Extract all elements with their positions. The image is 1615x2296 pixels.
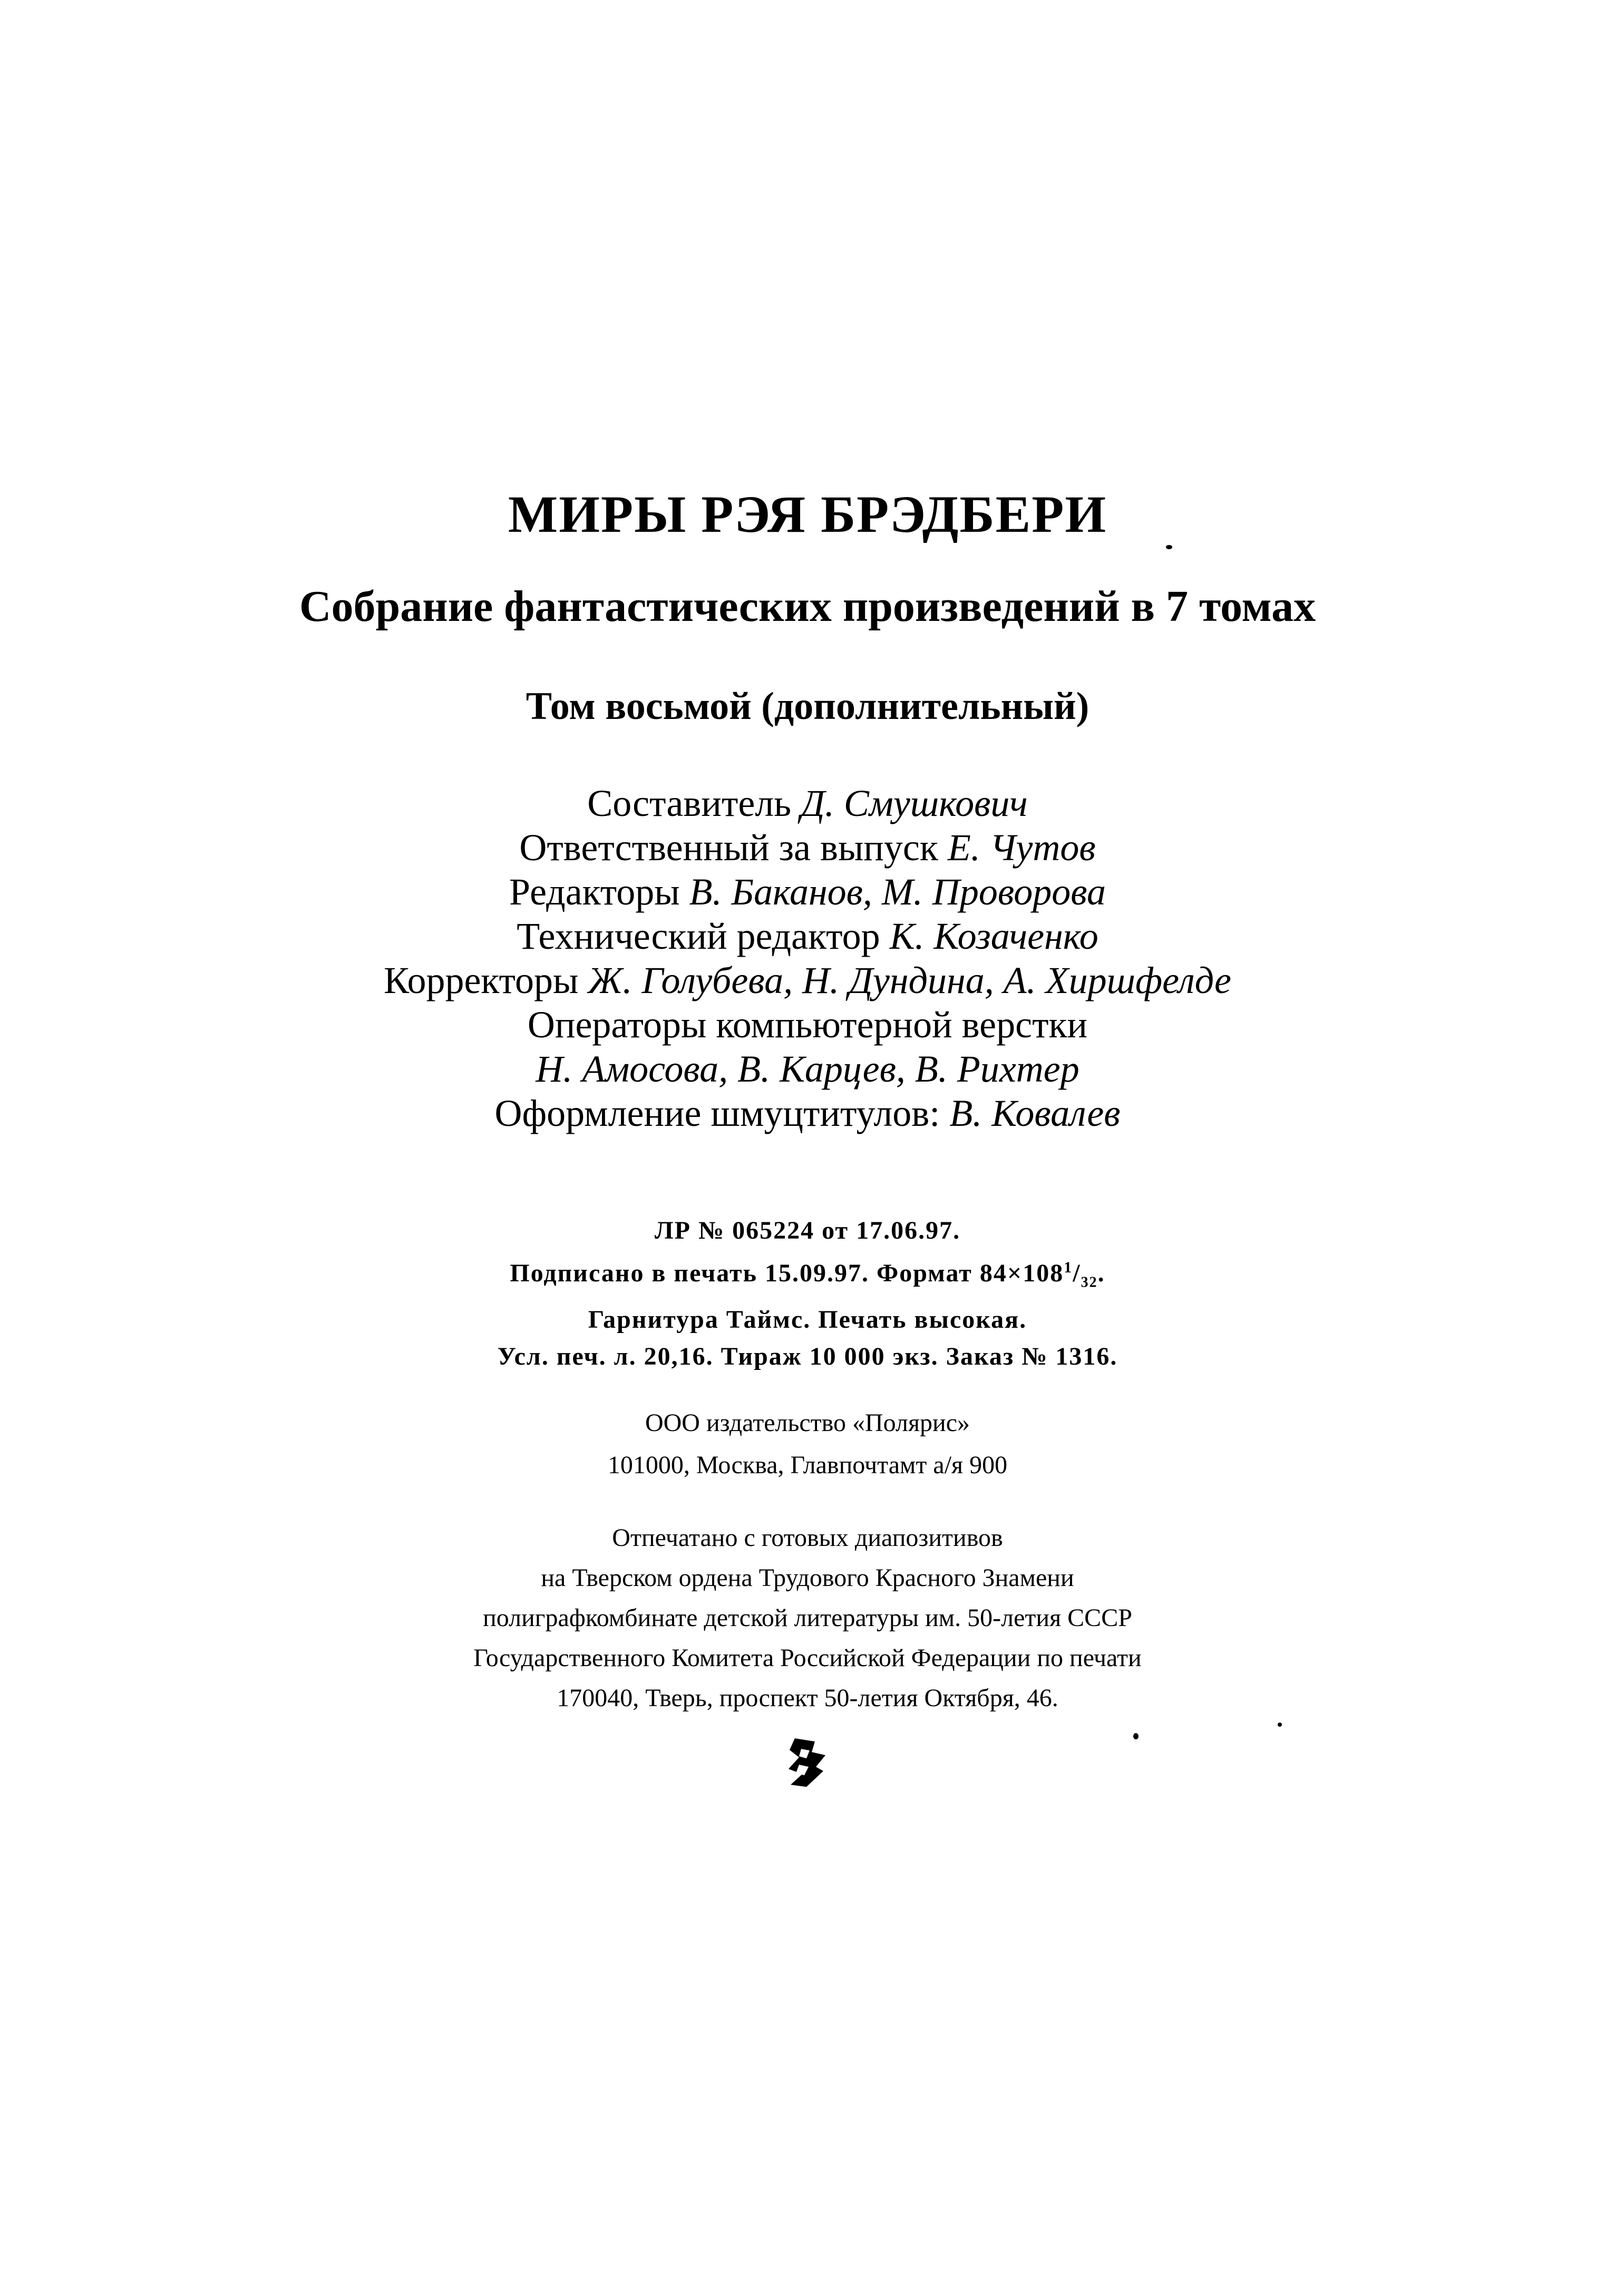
credit-names: Е. Чутов bbox=[947, 826, 1096, 869]
format-sup: 1 bbox=[1064, 1259, 1073, 1276]
credit-role: Корректоры bbox=[384, 959, 579, 1001]
credit-role: Операторы компьютерной верстки bbox=[527, 1004, 1088, 1046]
format-sub: 32 bbox=[1081, 1274, 1098, 1291]
print-speck bbox=[1133, 1733, 1139, 1739]
credit-names: Ж. Голубева, Н. Дундина, А. Хиршфелде bbox=[588, 959, 1231, 1001]
format-end: . bbox=[1097, 1259, 1105, 1287]
credit-names: Н. Амосова, В. Карцев, В. Рихтер bbox=[536, 1048, 1079, 1090]
imprint-block bbox=[0, 1212, 1615, 1375]
printer-line: Отпечатано с готовых диапозитивов bbox=[612, 1524, 1003, 1552]
credit-role: Технический редактор bbox=[517, 915, 880, 957]
credit-line bbox=[0, 1047, 1615, 1091]
credit-line bbox=[0, 1091, 1615, 1135]
publisher-block bbox=[0, 1402, 1615, 1486]
license-line: ЛР № 065224 от 17.06.97. bbox=[654, 1217, 961, 1244]
printer-mark-icon bbox=[783, 1734, 831, 1792]
printer-line: Государственного Комитета Российской Федерации по печати bbox=[473, 1644, 1142, 1672]
signed-text: Подписано в печать 15.09.97. Формат 84×108 bbox=[510, 1259, 1064, 1287]
typeface-line: Гарнитура Таймс. Печать высокая. bbox=[588, 1305, 1027, 1334]
credit-names: В. Баканов, М. Проворова bbox=[689, 871, 1106, 913]
format-sep: / bbox=[1073, 1259, 1081, 1287]
credit-line bbox=[0, 1003, 1615, 1047]
credit-role: Ответственный за выпуск bbox=[519, 826, 938, 869]
print-speck bbox=[1278, 1723, 1282, 1727]
credit-names: Д. Смушкович bbox=[801, 782, 1028, 824]
printer-line: полиграфкомбинате детской литературы им. 50-летия СССР bbox=[483, 1604, 1132, 1632]
publisher-address: 101000, Москва, Главпочтамт а/я 900 bbox=[607, 1451, 1008, 1479]
credit-line bbox=[0, 781, 1615, 825]
print-speck bbox=[1166, 545, 1172, 549]
credit-role: Оформление шмуцтитулов: bbox=[494, 1092, 940, 1134]
credit-line bbox=[0, 914, 1615, 958]
series-title: МИРЫ РЭЯ БРЭДБЕРИ bbox=[508, 485, 1107, 543]
signed-line bbox=[0, 1249, 1615, 1301]
credit-names: К. Козаченко bbox=[889, 915, 1098, 957]
credit-names: В. Ковалев bbox=[949, 1092, 1121, 1134]
volume-title: Том восьмой (дополнительный) bbox=[526, 685, 1089, 728]
credit-line bbox=[0, 870, 1615, 914]
printer-block bbox=[0, 1518, 1615, 1718]
collection-title: Собрание фантастических произведений в 7 томах bbox=[299, 582, 1316, 631]
credit-line bbox=[0, 958, 1615, 1003]
credits-block bbox=[0, 781, 1615, 1135]
printer-line: 170040, Тверь, проспект 50-летия Октября, 46. bbox=[557, 1684, 1058, 1712]
printer-line: на Тверском ордена Трудового Красного Знамени bbox=[541, 1564, 1074, 1592]
run-line: Усл. печ. л. 20,16. Тираж 10 000 экз. Заказ № 1316. bbox=[497, 1342, 1118, 1370]
credit-role: Редакторы bbox=[509, 871, 680, 913]
credit-role: Составитель bbox=[587, 782, 792, 824]
publisher-name: ООО издательство «Полярис» bbox=[645, 1409, 970, 1437]
credit-line bbox=[0, 825, 1615, 870]
